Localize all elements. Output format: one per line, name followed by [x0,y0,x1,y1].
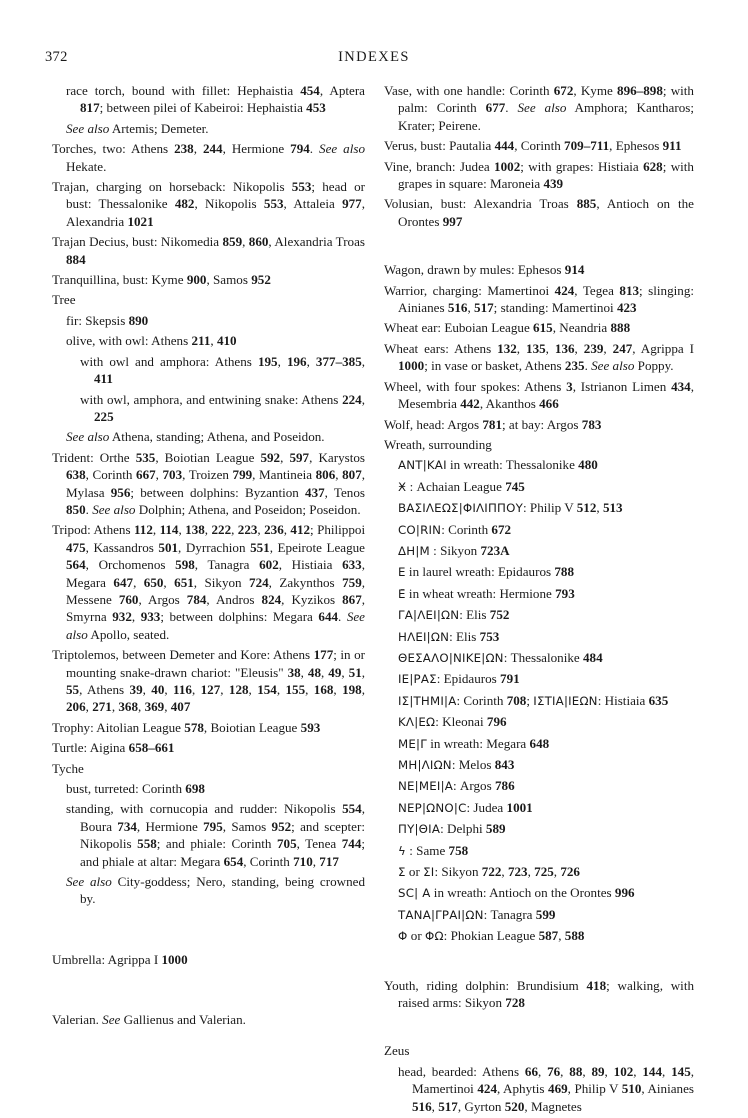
entry-spacer [384,949,694,977]
index-subentry: standing, with cornucopia and rudder: Nikopolis 554, Boura 734, Hermione 795, Samos 952; and scepter: Nikopolis 558; and phiale: Corinth 705, Tenea 744; and phiale at altar: Megara 654, Corinth 710, 717 [66,801,365,869]
index-entry: Zeus [384,1043,410,1059]
index-entry: Valerian. See Gallienus and Valerian. [52,1012,246,1028]
entry-spacer [52,911,365,951]
index-subentry: ΝΕΡ|ΩΝΟ|C: Judea 1001 [398,799,533,815]
index-entry: Trajan Decius, bust: Nikomedia 859, 860, Alexandria Troas 884 [52,234,366,267]
index-subentry: with owl and amphora: Athens 195, 196, 377–385, 411 [80,353,366,387]
index-subentry: with owl, amphora, and entwining snake: Athens 224, 225 [80,391,365,424]
index-subentry: Ε̄ in wheat wreath: Hermione 793 [398,585,575,601]
index-subentry: ΙΕ|ΡΑΣ: Epidauros 791 [398,671,520,687]
index-entry: Youth, riding dolphin: Brundisium 418; walking, with raised arms: Sikyon 728 [384,977,695,1011]
index-entry: Vase, with one handle: Corinth 672, Kyme 896–898; with palm: Corinth 677. See also Amphora; Kantharos; Krater; Peirene. [384,83,694,133]
index-subentry: ΑΝΤ|ΚΑΙ in wreath: Thessalonike 480 [398,457,598,473]
entry-spacer [52,971,365,1011]
index-subentry: See also Athena, standing; Athena, and Poseidon. [66,429,325,445]
index-subentry: ΚΛ|ΕΩ: Kleonai 796 [398,714,507,730]
index-subentry: ΜΗ|ΛΙΩΝ: Melos 843 [398,757,515,772]
index-entry: Verus, bust: Pautalia 444, Corinth 709–711, Ephesos 911 [384,138,682,154]
index-entry: Volusian, bust: Alexandria Troas 885, Antioch on the Orontes 997 [384,196,694,229]
index-subentry: ΓΑ|ΛΕΙ|ΩΝ: Elis 752 [398,607,510,623]
index-entry: Trophy: Aitolian League 578, Boiotian League 593 [52,719,321,735]
index-subentry: Σ or ΣΙ: Sikyon 722, 723, 725, 726 [398,864,580,880]
index-entry: Torches, two: Athens 238, 244, Hermione 794. See also Hekate. [52,141,365,174]
left-index-column [52,82,365,1032]
index-entry: Tree [52,292,76,308]
index-entry: Triptolemos, between Demeter and Kore: Athens 177; in or mounting snake-drawn chariot: "Eleusis" 38, 48, 49, 51, 55, Athens 39, 40, 116, 127, 128, 154, 155, 168, 198, 206, 271, 368, 369, 407 [52,647,366,715]
index-subentry: ΜΕ|Γ in wreath: Megara 648 [398,735,550,751]
index-entry: Wagon, drawn by mules: Ephesos 914 [384,262,585,278]
index-entry: Trajan, charging on horseback: Nikopolis 553; head or bust: Thessalonike 482, Nikopolis 553, Attaleia 977, Alexandria 1021 [52,179,365,229]
index-entry: Wreath, surrounding [384,436,492,452]
index-entry: Turtle: Aigina 658–661 [52,740,175,756]
index-entry: Wheat ears: Athens 132, 135, 136, 239, 247, Agrippa I 1000; in vase or basket, Athens 235. See also Poppy. [384,340,695,374]
index-entry: Wolf, head: Argos 781; at bay: Argos 783 [384,416,602,432]
index-subentry: ϟ : Same 758 [398,842,469,858]
index-subentry: See also Artemis; Demeter. [66,120,209,136]
index-entry: Wheel, with four spokes: Athens 3, Istrianon Limen 434, Mesembria 442, Akanthos 466 [384,378,694,412]
index-subentry: ΘΕΣΑΛΟ|ΝΙΚΕ|ΩΝ: Thessalonike 484 [398,649,603,665]
index-entry: Trident: Orthe 535, Boiotian League 592, 597, Karystos 638, Corinth 667, 703, Troizen 799, Mantineia 806, 807, Mylasa 956; between dolphins: Byzantion 437, Tenos 850. See also Dolphin; Athena, and Poseidon; Poseidon. [52,449,366,517]
index-subentry: See also City-goddess; Nero, standing, being crowned by. [66,874,365,907]
index-subentry: ΒΑΣΙΛΕΩΣ|ΦΙΛΙΠΠΟΥ: Philip V 512, 513 [398,500,623,516]
index-subentry: ΙΣ|ΤΗΜΙ|Α: Corinth 708; ΙΣΤΙΑ|ΙΕΩΝ: Histiaia 635 [398,692,669,708]
index-subentry: Ӿ : Achaian League 745 [398,478,525,494]
index-subentry: ΠΥ|ΘΙΑ: Delphi 589 [398,821,506,837]
index-subentry: fir: Skepsis 890 [66,312,149,328]
index-subentry: Φ or ΦΩ: Phokian League 587, 588 [398,928,585,944]
index-entry: Tripod: Athens 112, 114, 138, 222, 223, 236, 412; Philippoi 475, Kassandros 501, Dyrrachion 551, Epeirote League 564, Orchomenos 598, Tanagra 602, Histiaia 633, Megara 647, 650, 651, Sikyon 724, Zakynthos 759, Messene 760, Argos 784, Andros 824, Kyzikos 867, Smyrna 932, 933; between dolphins: Megara 644. See also Apollo, seated. [52,522,366,642]
index-entry: Warrior, charging: Mamertinoi 424, Tegea 813; slinging: Ainianes 516, 517; standing: Mamertinoi 423 [384,282,694,316]
index-subentry: olive, with owl: Athens 211, 410 [66,333,237,349]
index-entry: Vine, branch: Judea 1002; with grapes: Histiaia 628; with grapes in square: Maroneia 439 [384,158,694,192]
index-subentry: head, bearded: Athens 66, 76, 88, 89, 102, 144, 145, Mamertinoi 424, Aphytis 469, Philip V 510, Ainianes 516, 517, Gyrton 520, Magnetes [398,1063,695,1114]
page-number: 372 [45,49,68,65]
entry-spacer [384,1014,694,1042]
index-subentry: ΝΕ|ΜΕΙ|Α: Argos 786 [398,778,515,794]
index-entry: Tyche [52,760,84,776]
index-subentry: Ε in laurel wreath: Epidauros 788 [398,564,575,580]
right-index-column [384,82,694,1118]
index-subentry: SC| A in wreath: Antioch on the Orontes 996 [398,885,635,901]
index-subentry: ΔΗ|Μ : Sikyon 723A [398,542,510,558]
index-entry: Tranquillina, bust: Kyme 900, Samos 952 [52,272,271,288]
running-head: INDEXES [338,49,410,65]
index-subentry: ΤΑΝΑ|ΓΡΑΙ|ΩΝ: Tanagra 599 [398,906,556,922]
index-subentry: ΗΛΕΙ|ΩΝ: Elis 753 [398,628,500,644]
index-subentry: bust, turreted: Corinth 698 [66,781,205,797]
index-subentry: race torch, bound with fillet: Hephaistia 454, Aptera 817; between pilei of Kabeiroi: Hephaistia 453 [66,83,365,116]
entry-spacer [384,233,694,261]
index-subentry: CO|RIN: Corinth 672 [398,521,512,537]
index-entry: Umbrella: Agrippa I 1000 [52,951,188,967]
index-entry: Wheat ear: Euboian League 615, Neandria 888 [384,320,631,336]
